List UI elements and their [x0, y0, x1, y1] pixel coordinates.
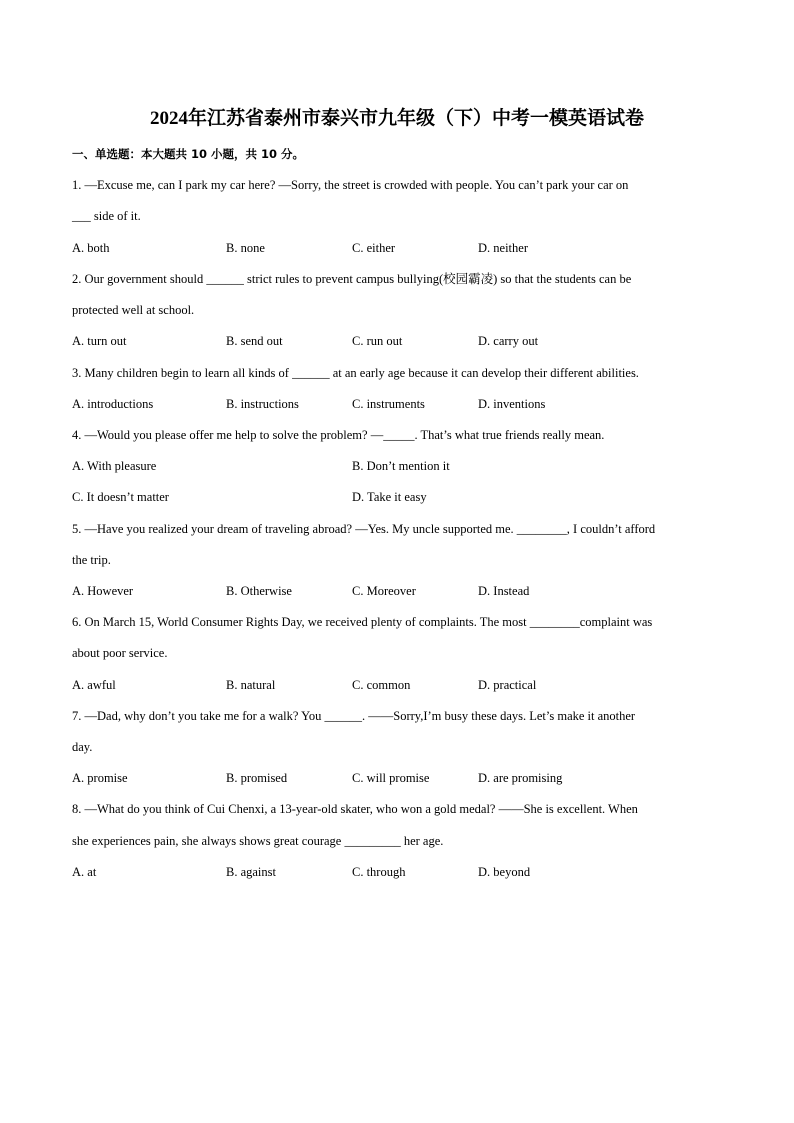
question-3-option-d: D. inventions: [478, 397, 546, 411]
question-6-option-c: C. common: [352, 678, 411, 692]
question-2-option-b: B. send out: [226, 334, 283, 348]
question-5-option-d: D. Instead: [478, 584, 530, 598]
question-7-line-1: 7. —Dad, why don’t you take me for a walk? You ______. ——Sorry,I’m busy these days. Let’s make it another: [72, 709, 636, 723]
question-3-option-a: A. introductions: [72, 397, 154, 411]
page-title: 2024年江苏省泰州市泰兴市九年级（下）中考一模英语试卷: [149, 108, 644, 129]
question-7-line-2: day.: [72, 740, 93, 754]
question-1-option-c: C. either: [352, 241, 396, 255]
question-6-line-1: 6. On March 15, World Consumer Rights Day, we received plenty of complaints. The most ________complaint was: [72, 615, 653, 629]
question-4-option-d: D. Take it easy: [352, 490, 427, 504]
question-8-option-b: B. against: [226, 865, 276, 879]
question-8-line-2: she experiences pain, she always shows great courage _________ her age.: [72, 834, 444, 848]
question-8-option-a: A. at: [72, 865, 97, 879]
question-8-line-1: 8. —What do you think of Cui Chenxi, a 13-year-old skater, who won a gold medal? ——She is excellent. When: [72, 802, 638, 816]
question-6-line-2: about poor service.: [72, 646, 168, 660]
section-heading: 一、单选题：本大题共 10 小题，共 10 分。: [72, 147, 305, 161]
question-7-option-a: A. promise: [72, 771, 128, 785]
question-4-option-b: B. Don’t mention it: [352, 459, 450, 473]
question-8-option-d: D. beyond: [478, 865, 531, 879]
question-6-option-d: D. practical: [478, 678, 537, 692]
question-7-option-d: D. are promising: [478, 771, 563, 785]
question-6-option-a: A. awful: [72, 678, 116, 692]
question-4-option-a: A. With pleasure: [72, 459, 157, 473]
question-2-line-2: protected well at school.: [72, 303, 195, 317]
question-8-option-c: C. through: [352, 865, 406, 879]
question-7-option-c: C. will promise: [352, 771, 430, 785]
question-2-option-c: C. run out: [352, 334, 403, 348]
question-2-line-1: 2. Our government should ______ strict rules to prevent campus bullying(校园霸凌) so that the students can be: [72, 272, 632, 286]
question-5-line-1: 5. —Have you realized your dream of traveling abroad? —Yes. My uncle supported me. ________, I couldn’t afford: [72, 522, 656, 536]
question-5-line-2: the trip.: [72, 553, 111, 567]
question-5-option-b: B. Otherwise: [226, 584, 292, 598]
question-4-option-c: C. It doesn’t matter: [72, 490, 169, 504]
question-6-option-b: B. natural: [226, 678, 276, 692]
question-1-line-2: ___ side of it.: [72, 209, 141, 223]
question-4-line-1: 4. —Would you please offer me help to solve the problem? —_____. That’s what true friends really mean.: [72, 428, 605, 442]
question-5-option-c: C. Moreover: [352, 584, 416, 598]
question-2-option-d: D. carry out: [478, 334, 539, 348]
question-1-line-1: 1. —Excuse me, can I park my car here? —Sorry, the street is crowded with people. You can’t park your car on: [72, 178, 629, 192]
question-1-option-d: D. neither: [478, 241, 528, 255]
question-1-option-a: A. both: [72, 241, 110, 255]
question-1-option-b: B. none: [226, 241, 265, 255]
question-3-option-c: C. instruments: [352, 397, 425, 411]
question-2-option-a: A. turn out: [72, 334, 127, 348]
question-3-option-b: B. instructions: [226, 397, 299, 411]
question-7-option-b: B. promised: [226, 771, 288, 785]
question-5-option-a: A. However: [72, 584, 134, 598]
question-3-line-1: 3. Many children begin to learn all kinds of ______ at an early age because it can develop their different abilities.: [72, 366, 639, 380]
